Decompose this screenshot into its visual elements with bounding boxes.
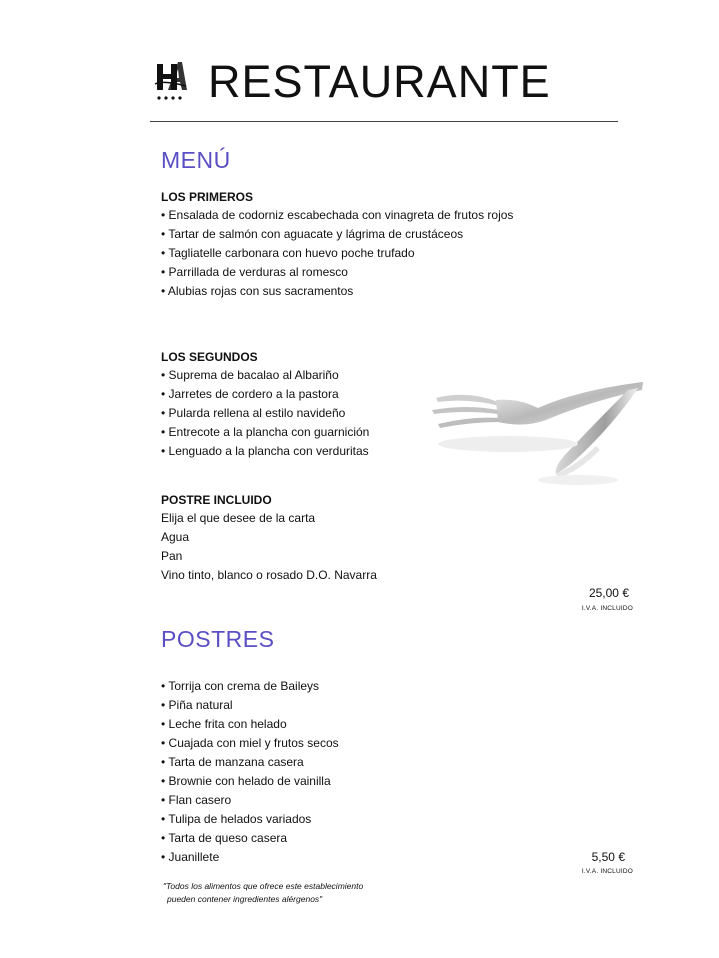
postre-incluido-heading: POSTRE INCLUIDO [161, 493, 272, 507]
allergen-note-line: "Todos los alimentos que ofrece este establecimiento [163, 881, 364, 891]
postres-price: 5,50 € [591, 850, 625, 864]
header-divider [150, 121, 618, 122]
list-item: Elija el que desee de la carta [161, 511, 316, 525]
list-item: • Tagliatelle carbonara con huevo poche trufado [161, 246, 415, 260]
list-item: • Ensalada de codorniz escabechada con vinagreta de frutos rojos [161, 208, 514, 222]
page-title: RESTAURANTE [208, 56, 551, 107]
restaurant-monogram-icon [154, 60, 188, 104]
menu-section-title: MENÚ [161, 147, 231, 173]
allergen-note [163, 880, 363, 906]
list-item: • Cuajada con miel y frutos secos [161, 736, 339, 750]
fork-and-knife-icon [428, 368, 644, 490]
list-item: Vino tinto, blanco o rosado D.O. Navarra [161, 568, 377, 582]
list-item: Agua [161, 530, 190, 544]
list-item: • Torrija con crema de Baileys [161, 679, 320, 693]
list-item: • Lenguado a la plancha con verduritas [161, 444, 369, 458]
list-item: • Parrillada de verduras al romesco [161, 265, 348, 279]
list-item: • Alubias rojas con sus sacramentos [161, 284, 354, 298]
primeros-heading: LOS PRIMEROS [161, 190, 254, 204]
postres-tax-note: I.V.A. INCLUIDO [581, 868, 633, 875]
list-item: • Tartar de salmón con aguacate y lágrima de crustáceos [161, 227, 464, 241]
segundos-heading: LOS SEGUNDOS [161, 350, 258, 364]
list-item: • Juanillete [161, 850, 220, 864]
list-item: • Pularda rellena al estilo navideño [161, 406, 346, 420]
menu-tax-note: I.V.A. INCLUIDO [581, 605, 633, 612]
list-item: • Tarta de manzana casera [161, 755, 304, 769]
list-item: • Tulipa de helados variados [161, 812, 312, 826]
primeros-list [161, 206, 513, 301]
list-item: • Piña natural [161, 698, 233, 712]
list-item: Pan [161, 549, 183, 563]
postres-list [161, 677, 339, 867]
list-item: • Leche frita con helado [161, 717, 287, 731]
postres-section-title: POSTRES [161, 626, 275, 652]
allergen-note-line: pueden contener ingredientes alérgenos" [167, 894, 323, 904]
list-item: • Suprema de bacalao al Albariño [161, 368, 339, 382]
list-item: • Entrecote a la plancha con guarnición [161, 425, 370, 439]
postre-incluido-list [161, 509, 377, 585]
list-item: • Jarretes de cordero a la pastora [161, 387, 339, 401]
list-item: • Brownie con helado de vainilla [161, 774, 331, 788]
menu-price: 25,00 € [588, 586, 629, 600]
segundos-list [161, 366, 369, 461]
list-item: • Flan casero [161, 793, 232, 807]
list-item: • Tarta de queso casera [161, 831, 288, 845]
